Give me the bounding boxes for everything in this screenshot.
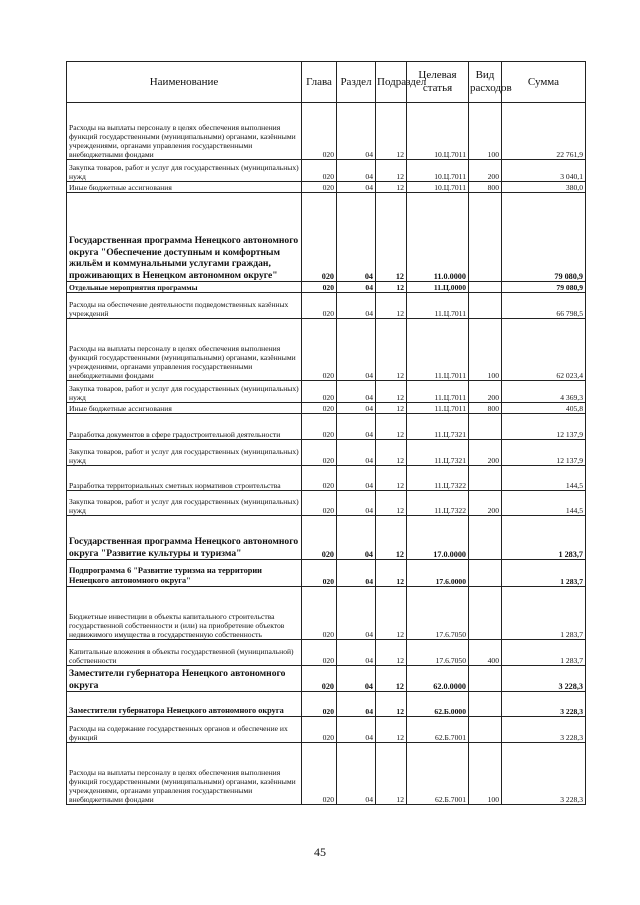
row-expense-type: 200 bbox=[469, 160, 502, 182]
row-chapter: 020 bbox=[302, 160, 337, 182]
row-subsection: 12 bbox=[376, 717, 407, 743]
row-amount: 380,0 bbox=[502, 182, 586, 193]
row-subsection: 12 bbox=[376, 743, 407, 805]
row-subsection: 12 bbox=[376, 319, 407, 381]
row-section: 04 bbox=[337, 160, 376, 182]
row-amount: 3 228,3 bbox=[502, 743, 586, 805]
row-amount: 1 283,7 bbox=[502, 640, 586, 666]
row-target: 10.Ц.7011 bbox=[407, 182, 469, 193]
row-expense-type: 800 bbox=[469, 403, 502, 414]
row-subsection: 12 bbox=[376, 293, 407, 319]
row-target: 17.6.7050 bbox=[407, 640, 469, 666]
row-section: 04 bbox=[337, 640, 376, 666]
row-amount: 12 137,9 bbox=[502, 440, 586, 466]
row-name: Закупка товаров, работ и услуг для государственных (муниципальных) нужд bbox=[67, 160, 302, 182]
row-subsection: 12 bbox=[376, 560, 407, 587]
row-expense-type bbox=[469, 516, 502, 560]
row-name: Бюджетные инвестиции в объекты капитального строительства государственной собственности и (или) на приобретение объектов недвижимого имущества в государственную собственность bbox=[67, 587, 302, 640]
table-row bbox=[67, 193, 586, 282]
table-row bbox=[67, 160, 586, 182]
row-target: 11.Ц.7011 bbox=[407, 319, 469, 381]
row-amount: 79 080,9 bbox=[502, 282, 586, 293]
row-section: 04 bbox=[337, 666, 376, 692]
row-subsection: 12 bbox=[376, 466, 407, 491]
row-chapter: 020 bbox=[302, 381, 337, 403]
row-expense-type: 200 bbox=[469, 440, 502, 466]
row-name: Иные бюджетные ассигнования bbox=[67, 403, 302, 414]
row-name: Расходы на выплаты персоналу в целях обеспечения выполнения функций государственными (муниципальными) органами, казёнными учреждениями, органами управления государственными внебюджетными фондами bbox=[67, 103, 302, 160]
row-target: 11.Ц.0000 bbox=[407, 282, 469, 293]
row-name: Расходы на выплаты персоналу в целях обеспечения выполнения функций государственными (муниципальными) органами, казёнными учреждениями, органами управления государственными внебюджетными фондами bbox=[67, 743, 302, 805]
row-target: 10.Ц.7011 bbox=[407, 103, 469, 160]
row-chapter: 020 bbox=[302, 440, 337, 466]
row-name: Разработка документов в сфере градостроительной деятельности bbox=[67, 414, 302, 440]
row-section: 04 bbox=[337, 692, 376, 717]
table-row bbox=[67, 293, 586, 319]
row-name: Подпрограмма 6 "Развитие туризма на территории Ненецкого автономного округа" bbox=[67, 560, 302, 587]
row-section: 04 bbox=[337, 516, 376, 560]
row-target: 62.Б.7001 bbox=[407, 717, 469, 743]
table-row bbox=[67, 666, 586, 692]
row-expense-type bbox=[469, 717, 502, 743]
row-subsection: 12 bbox=[376, 282, 407, 293]
header-subsection: Подраздел bbox=[376, 62, 407, 103]
row-amount: 1 283,7 bbox=[502, 560, 586, 587]
row-section: 04 bbox=[337, 560, 376, 587]
row-expense-type bbox=[469, 692, 502, 717]
row-section: 04 bbox=[337, 293, 376, 319]
row-name: Отдельные мероприятия программы bbox=[67, 282, 302, 293]
header-target: Целевая статья bbox=[407, 62, 469, 103]
row-chapter: 020 bbox=[302, 466, 337, 491]
row-subsection: 12 bbox=[376, 403, 407, 414]
header-amount: Сумма bbox=[502, 62, 586, 103]
row-section: 04 bbox=[337, 717, 376, 743]
row-target: 17.6.7050 bbox=[407, 587, 469, 640]
row-name: Расходы на выплаты персоналу в целях обеспечения выполнения функций государственными (муниципальными) органами, казёнными учреждениями, органами управления государственными внебюджетными фондами bbox=[67, 319, 302, 381]
row-expense-type: 100 bbox=[469, 319, 502, 381]
row-amount: 62 023,4 bbox=[502, 319, 586, 381]
row-amount: 3 040,1 bbox=[502, 160, 586, 182]
row-subsection: 12 bbox=[376, 182, 407, 193]
table-row bbox=[67, 516, 586, 560]
table-row bbox=[67, 319, 586, 381]
row-name: Капитальные вложения в объекты государственной (муниципальной) собственности bbox=[67, 640, 302, 666]
table-row bbox=[67, 640, 586, 666]
row-amount: 66 798,5 bbox=[502, 293, 586, 319]
row-section: 04 bbox=[337, 381, 376, 403]
row-expense-type bbox=[469, 414, 502, 440]
row-section: 04 bbox=[337, 587, 376, 640]
row-chapter: 020 bbox=[302, 182, 337, 193]
row-target: 11.Ц.7011 bbox=[407, 293, 469, 319]
budget-table bbox=[66, 61, 586, 805]
row-chapter: 020 bbox=[302, 403, 337, 414]
row-section: 04 bbox=[337, 282, 376, 293]
row-target: 11.Ц.7322 bbox=[407, 491, 469, 516]
row-section: 04 bbox=[337, 403, 376, 414]
page-number: 45 bbox=[314, 845, 326, 859]
row-name: Расходы на обеспечение деятельности подведомственных казённых учреждений bbox=[67, 293, 302, 319]
row-section: 04 bbox=[337, 440, 376, 466]
table-header-row bbox=[67, 62, 586, 103]
row-subsection: 12 bbox=[376, 160, 407, 182]
row-name: Иные бюджетные ассигнования bbox=[67, 182, 302, 193]
row-amount: 405,8 bbox=[502, 403, 586, 414]
table-row bbox=[67, 103, 586, 160]
row-target: 11.Ц.7011 bbox=[407, 403, 469, 414]
row-name: Государственная программа Ненецкого автономного округа "Обеспечение доступным и комфортным жильём и коммунальными услугами граждан, проживающих в Ненецком автономном округе" bbox=[67, 193, 302, 282]
row-section: 04 bbox=[337, 466, 376, 491]
row-subsection: 12 bbox=[376, 103, 407, 160]
row-subsection: 12 bbox=[376, 666, 407, 692]
row-expense-type bbox=[469, 587, 502, 640]
header-section: Раздел bbox=[337, 62, 376, 103]
row-name: Заместители губернатора Ненецкого автономного округа bbox=[67, 692, 302, 717]
table-row bbox=[67, 381, 586, 403]
row-name: Разработка территориальных сметных нормативов строительства bbox=[67, 466, 302, 491]
row-chapter: 020 bbox=[302, 560, 337, 587]
row-target: 62.Б.7001 bbox=[407, 743, 469, 805]
row-amount: 3 228,3 bbox=[502, 692, 586, 717]
row-target: 11.Ц.7011 bbox=[407, 381, 469, 403]
row-section: 04 bbox=[337, 193, 376, 282]
row-amount: 79 080,9 bbox=[502, 193, 586, 282]
row-target: 17.0.0000 bbox=[407, 516, 469, 560]
table-row bbox=[67, 717, 586, 743]
row-target: 10.Ц.7011 bbox=[407, 160, 469, 182]
table-row bbox=[67, 491, 586, 516]
row-amount: 22 761,9 bbox=[502, 103, 586, 160]
row-expense-type bbox=[469, 193, 502, 282]
row-name: Закупка товаров, работ и услуг для государственных (муниципальных) нужд bbox=[67, 381, 302, 403]
row-target: 17.6.0000 bbox=[407, 560, 469, 587]
table-row bbox=[67, 587, 586, 640]
row-target: 11.Ц.7321 bbox=[407, 440, 469, 466]
row-name: Закупка товаров, работ и услуг для государственных (муниципальных) нужд bbox=[67, 491, 302, 516]
row-chapter: 020 bbox=[302, 640, 337, 666]
row-target: 11.Ц.7322 bbox=[407, 466, 469, 491]
row-chapter: 020 bbox=[302, 743, 337, 805]
row-subsection: 12 bbox=[376, 491, 407, 516]
row-subsection: 12 bbox=[376, 381, 407, 403]
row-chapter: 020 bbox=[302, 282, 337, 293]
table-row bbox=[67, 440, 586, 466]
row-chapter: 020 bbox=[302, 717, 337, 743]
row-chapter: 020 bbox=[302, 666, 337, 692]
header-expense-type: Вид расходов bbox=[469, 62, 502, 103]
table-row bbox=[67, 466, 586, 491]
table-row bbox=[67, 403, 586, 414]
table-row bbox=[67, 743, 586, 805]
row-chapter: 020 bbox=[302, 587, 337, 640]
row-target: 62.0.0000 bbox=[407, 666, 469, 692]
row-section: 04 bbox=[337, 182, 376, 193]
row-name: Заместители губернатора Ненецкого автономного округа bbox=[67, 666, 302, 692]
row-expense-type: 200 bbox=[469, 381, 502, 403]
row-expense-type bbox=[469, 293, 502, 319]
row-name: Расходы на содержание государственных органов и обеспечение их функций bbox=[67, 717, 302, 743]
row-amount: 3 228,3 bbox=[502, 717, 586, 743]
row-target: 62.Б.0000 bbox=[407, 692, 469, 717]
row-amount: 1 283,7 bbox=[502, 516, 586, 560]
row-section: 04 bbox=[337, 319, 376, 381]
header-chapter: Глава bbox=[302, 62, 337, 103]
row-subsection: 12 bbox=[376, 440, 407, 466]
header-name: Наименование bbox=[67, 62, 302, 103]
table-row bbox=[67, 692, 586, 717]
row-chapter: 020 bbox=[302, 414, 337, 440]
row-target: 11.Ц.7321 bbox=[407, 414, 469, 440]
row-section: 04 bbox=[337, 743, 376, 805]
row-chapter: 020 bbox=[302, 193, 337, 282]
row-amount: 3 228,3 bbox=[502, 666, 586, 692]
table-row bbox=[67, 282, 586, 293]
row-section: 04 bbox=[337, 414, 376, 440]
row-chapter: 020 bbox=[302, 319, 337, 381]
row-chapter: 020 bbox=[302, 491, 337, 516]
row-subsection: 12 bbox=[376, 193, 407, 282]
table-row bbox=[67, 560, 586, 587]
row-subsection: 12 bbox=[376, 692, 407, 717]
row-expense-type bbox=[469, 282, 502, 293]
row-expense-type: 100 bbox=[469, 103, 502, 160]
row-amount: 144,5 bbox=[502, 466, 586, 491]
table-row bbox=[67, 182, 586, 193]
row-subsection: 12 bbox=[376, 414, 407, 440]
row-chapter: 020 bbox=[302, 103, 337, 160]
row-expense-type bbox=[469, 560, 502, 587]
row-subsection: 12 bbox=[376, 587, 407, 640]
row-expense-type: 400 bbox=[469, 640, 502, 666]
row-name: Государственная программа Ненецкого автономного округа "Развитие культуры и туризма" bbox=[67, 516, 302, 560]
row-section: 04 bbox=[337, 491, 376, 516]
row-chapter: 020 bbox=[302, 692, 337, 717]
row-target: 11.0.0000 bbox=[407, 193, 469, 282]
row-expense-type: 100 bbox=[469, 743, 502, 805]
row-subsection: 12 bbox=[376, 516, 407, 560]
row-name: Закупка товаров, работ и услуг для государственных (муниципальных) нужд bbox=[67, 440, 302, 466]
row-amount: 144,5 bbox=[502, 491, 586, 516]
row-chapter: 020 bbox=[302, 293, 337, 319]
row-expense-type bbox=[469, 666, 502, 692]
row-amount: 4 369,3 bbox=[502, 381, 586, 403]
table-row bbox=[67, 414, 586, 440]
row-expense-type: 800 bbox=[469, 182, 502, 193]
row-expense-type: 200 bbox=[469, 491, 502, 516]
row-chapter: 020 bbox=[302, 516, 337, 560]
row-subsection: 12 bbox=[376, 640, 407, 666]
row-amount: 12 137,9 bbox=[502, 414, 586, 440]
row-section: 04 bbox=[337, 103, 376, 160]
row-expense-type bbox=[469, 466, 502, 491]
row-amount: 1 283,7 bbox=[502, 587, 586, 640]
